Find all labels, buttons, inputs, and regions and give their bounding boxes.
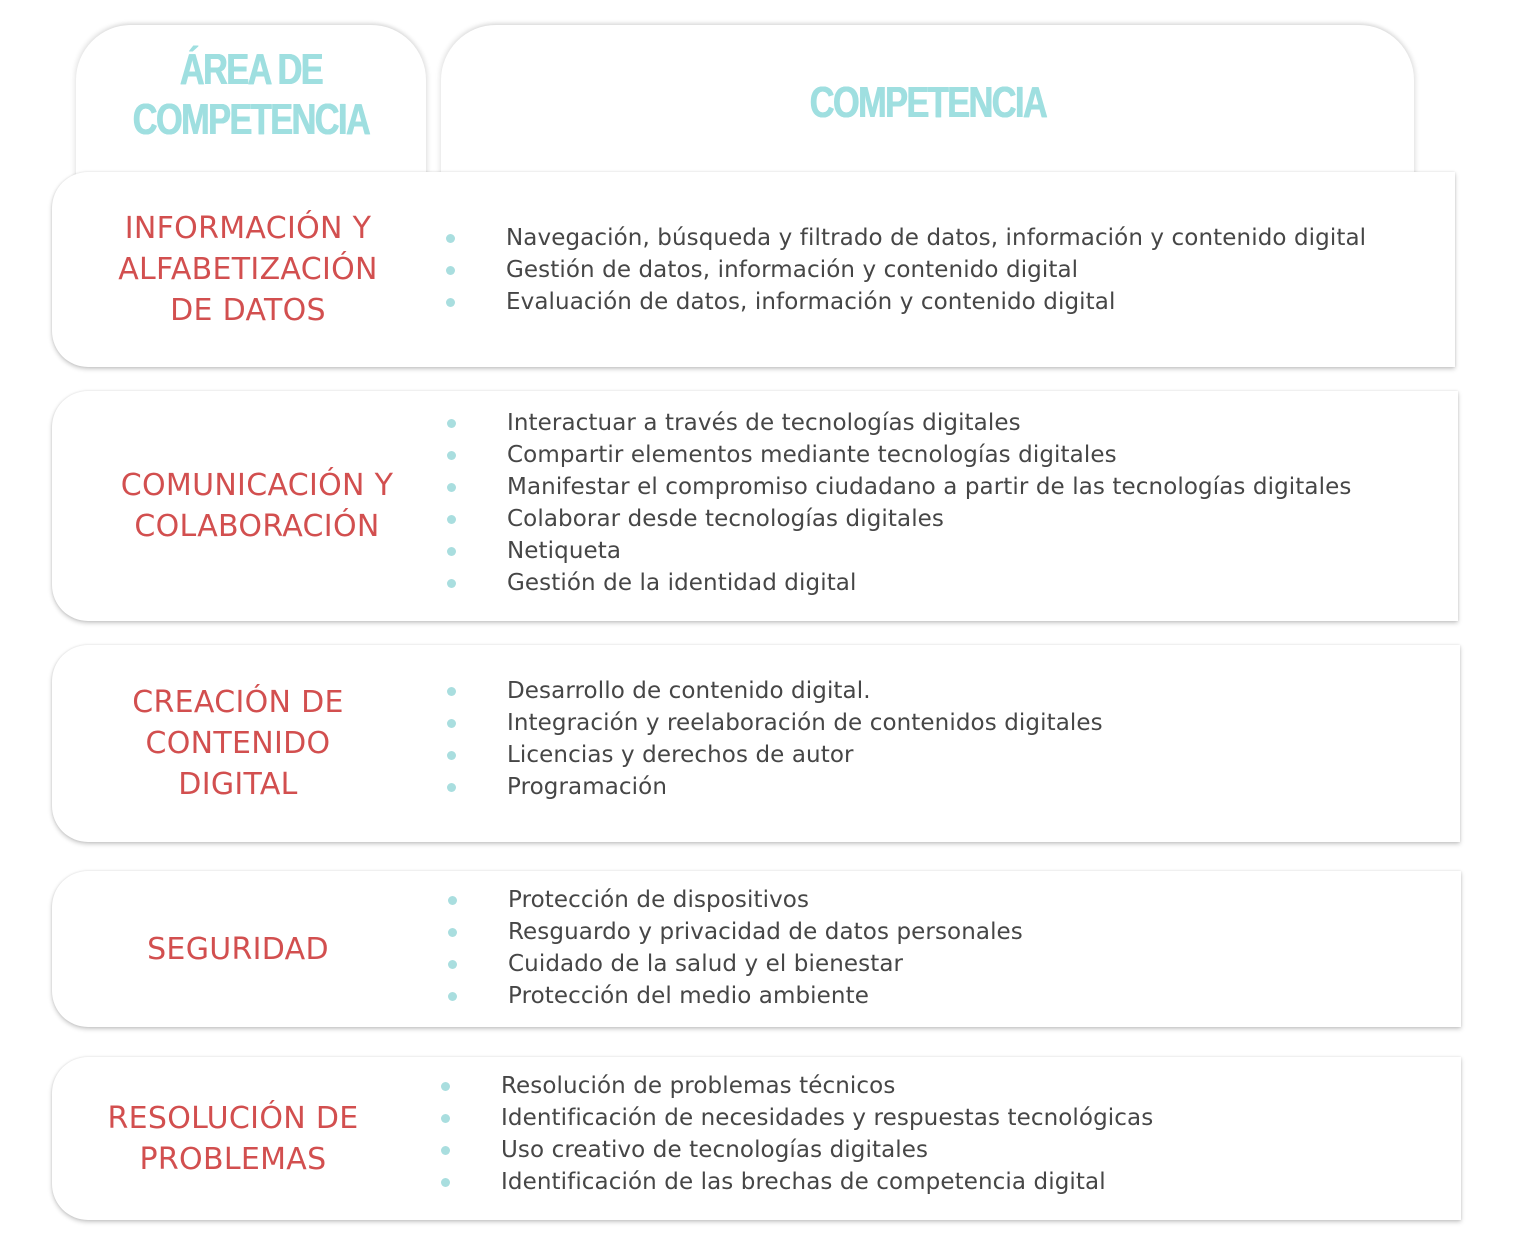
list-item: [446, 286, 1366, 318]
area-label-line: PROBLEMAS: [139, 1141, 327, 1177]
bullet-icon: [447, 483, 456, 492]
list-item: [441, 1166, 1153, 1198]
competence-row-comunicacion: [52, 391, 1458, 621]
list-item: [447, 503, 1351, 535]
bullet-icon: [441, 1146, 450, 1155]
competence-text: Manifestar el compromiso ciudadano a partir de las tecnologías digitales: [507, 474, 1352, 500]
bullet-icon: [446, 298, 455, 307]
area-label-line: ALFABETIZACIÓN: [118, 252, 378, 287]
bullet-icon: [441, 1082, 450, 1091]
competence-text: Desarrollo de contenido digital.: [507, 678, 871, 704]
bullet-icon: [447, 451, 456, 460]
competence-text: Protección de dispositivos: [508, 887, 810, 913]
list-item: [448, 916, 1023, 948]
competence-row-resolucion: [52, 1057, 1461, 1220]
competence-text: Cuidado de la salud y el bienestar: [508, 951, 904, 977]
list-item: [441, 1070, 1153, 1102]
bullet-icon: [447, 751, 456, 760]
competencia-header-title: COMPETENCIA: [809, 77, 1046, 127]
competence-text: Licencias y derechos de autor: [507, 742, 854, 768]
bullet-icon: [447, 687, 456, 696]
area-label: [52, 645, 424, 842]
header-tab-competencia: [441, 25, 1414, 185]
competence-row-seguridad: [52, 871, 1461, 1027]
competence-text: Integración y reelaboración de contenidos digitales: [507, 710, 1103, 736]
competence-list: [447, 675, 1103, 803]
competence-text: Colaborar desde tecnologías digitales: [507, 506, 945, 532]
competence-text: Netiqueta: [507, 538, 622, 564]
bullet-icon: [441, 1114, 450, 1123]
competence-text: Protección del medio ambiente: [508, 983, 869, 1009]
bullet-icon: [448, 992, 457, 1001]
bullet-icon: [447, 515, 456, 524]
competence-text: Navegación, búsqueda y filtrado de datos, información y contenido digital: [506, 225, 1367, 251]
area-label: [52, 1057, 414, 1220]
bullet-icon: [448, 960, 457, 969]
list-item: [447, 439, 1351, 471]
competence-text: Interactuar a través de tecnologías digitales: [507, 410, 1021, 436]
header-tab-area: [76, 25, 426, 185]
competence-row-informacion: [52, 172, 1455, 367]
list-item: [447, 471, 1351, 503]
bullet-icon: [448, 896, 457, 905]
area-label-line: COLABORACIÓN: [134, 509, 380, 544]
competence-row-creacion: [52, 645, 1460, 842]
bullet-icon: [446, 266, 455, 275]
list-item: [447, 535, 1351, 567]
area-label-line: RESOLUCIÓN DE: [107, 1100, 359, 1136]
bullet-icon: [447, 719, 456, 728]
competence-text: Resolución de problemas técnicos: [501, 1073, 896, 1099]
bullet-icon: [448, 928, 457, 937]
area-label-line: CONTENIDO: [145, 726, 331, 761]
list-item: [447, 675, 1103, 707]
list-item: [446, 222, 1366, 254]
list-item: [448, 948, 1023, 980]
list-item: [448, 980, 1023, 1012]
bullet-icon: [447, 579, 456, 588]
area-label: [52, 871, 424, 1027]
list-item: [441, 1102, 1153, 1134]
list-item: [447, 771, 1103, 803]
list-item: [447, 567, 1351, 599]
area-label-line: SEGURIDAD: [147, 931, 329, 967]
area-label: [52, 391, 462, 621]
competence-text: Identificación de necesidades y respuestas tecnológicas: [501, 1105, 1154, 1131]
competence-list: [447, 407, 1351, 599]
bullet-icon: [446, 234, 455, 243]
competence-list: [446, 222, 1366, 318]
list-item: [447, 739, 1103, 771]
competence-list: [448, 884, 1023, 1012]
bullet-icon: [447, 783, 456, 792]
competence-text: Programación: [507, 774, 668, 800]
competence-text: Gestión de la identidad digital: [507, 570, 857, 596]
competence-text: Uso creativo de tecnologías digitales: [501, 1137, 929, 1163]
list-item: [448, 884, 1023, 916]
competence-text: Gestión de datos, información y contenido digital: [506, 257, 1079, 283]
bullet-icon: [447, 547, 456, 556]
area-label-line: CREACIÓN DE: [132, 685, 344, 720]
competence-list: [441, 1070, 1153, 1198]
bullet-icon: [441, 1178, 450, 1187]
list-item: [447, 407, 1351, 439]
area-label: [52, 172, 444, 367]
area-label-line: DE DATOS: [170, 293, 326, 328]
list-item: [447, 707, 1103, 739]
area-label-line: INFORMACIÓN Y: [124, 211, 372, 246]
area-label-line: DIGITAL: [178, 767, 298, 802]
bullet-icon: [447, 419, 456, 428]
area-header-line-2: COMPETENCIA: [132, 95, 370, 144]
area-header-title: [122, 45, 379, 145]
competence-text: Resguardo y privacidad de datos personales: [508, 919, 1023, 945]
competence-text: Compartir elementos mediante tecnologías digitales: [507, 442, 1117, 468]
area-label-line: COMUNICACIÓN Y: [120, 468, 394, 503]
area-header-line-1: ÁREA DE: [179, 45, 323, 94]
competence-text: Evaluación de datos, información y contenido digital: [506, 289, 1116, 315]
competence-text: Identificación de las brechas de competencia digital: [501, 1169, 1106, 1195]
list-item: [441, 1134, 1153, 1166]
list-item: [446, 254, 1366, 286]
